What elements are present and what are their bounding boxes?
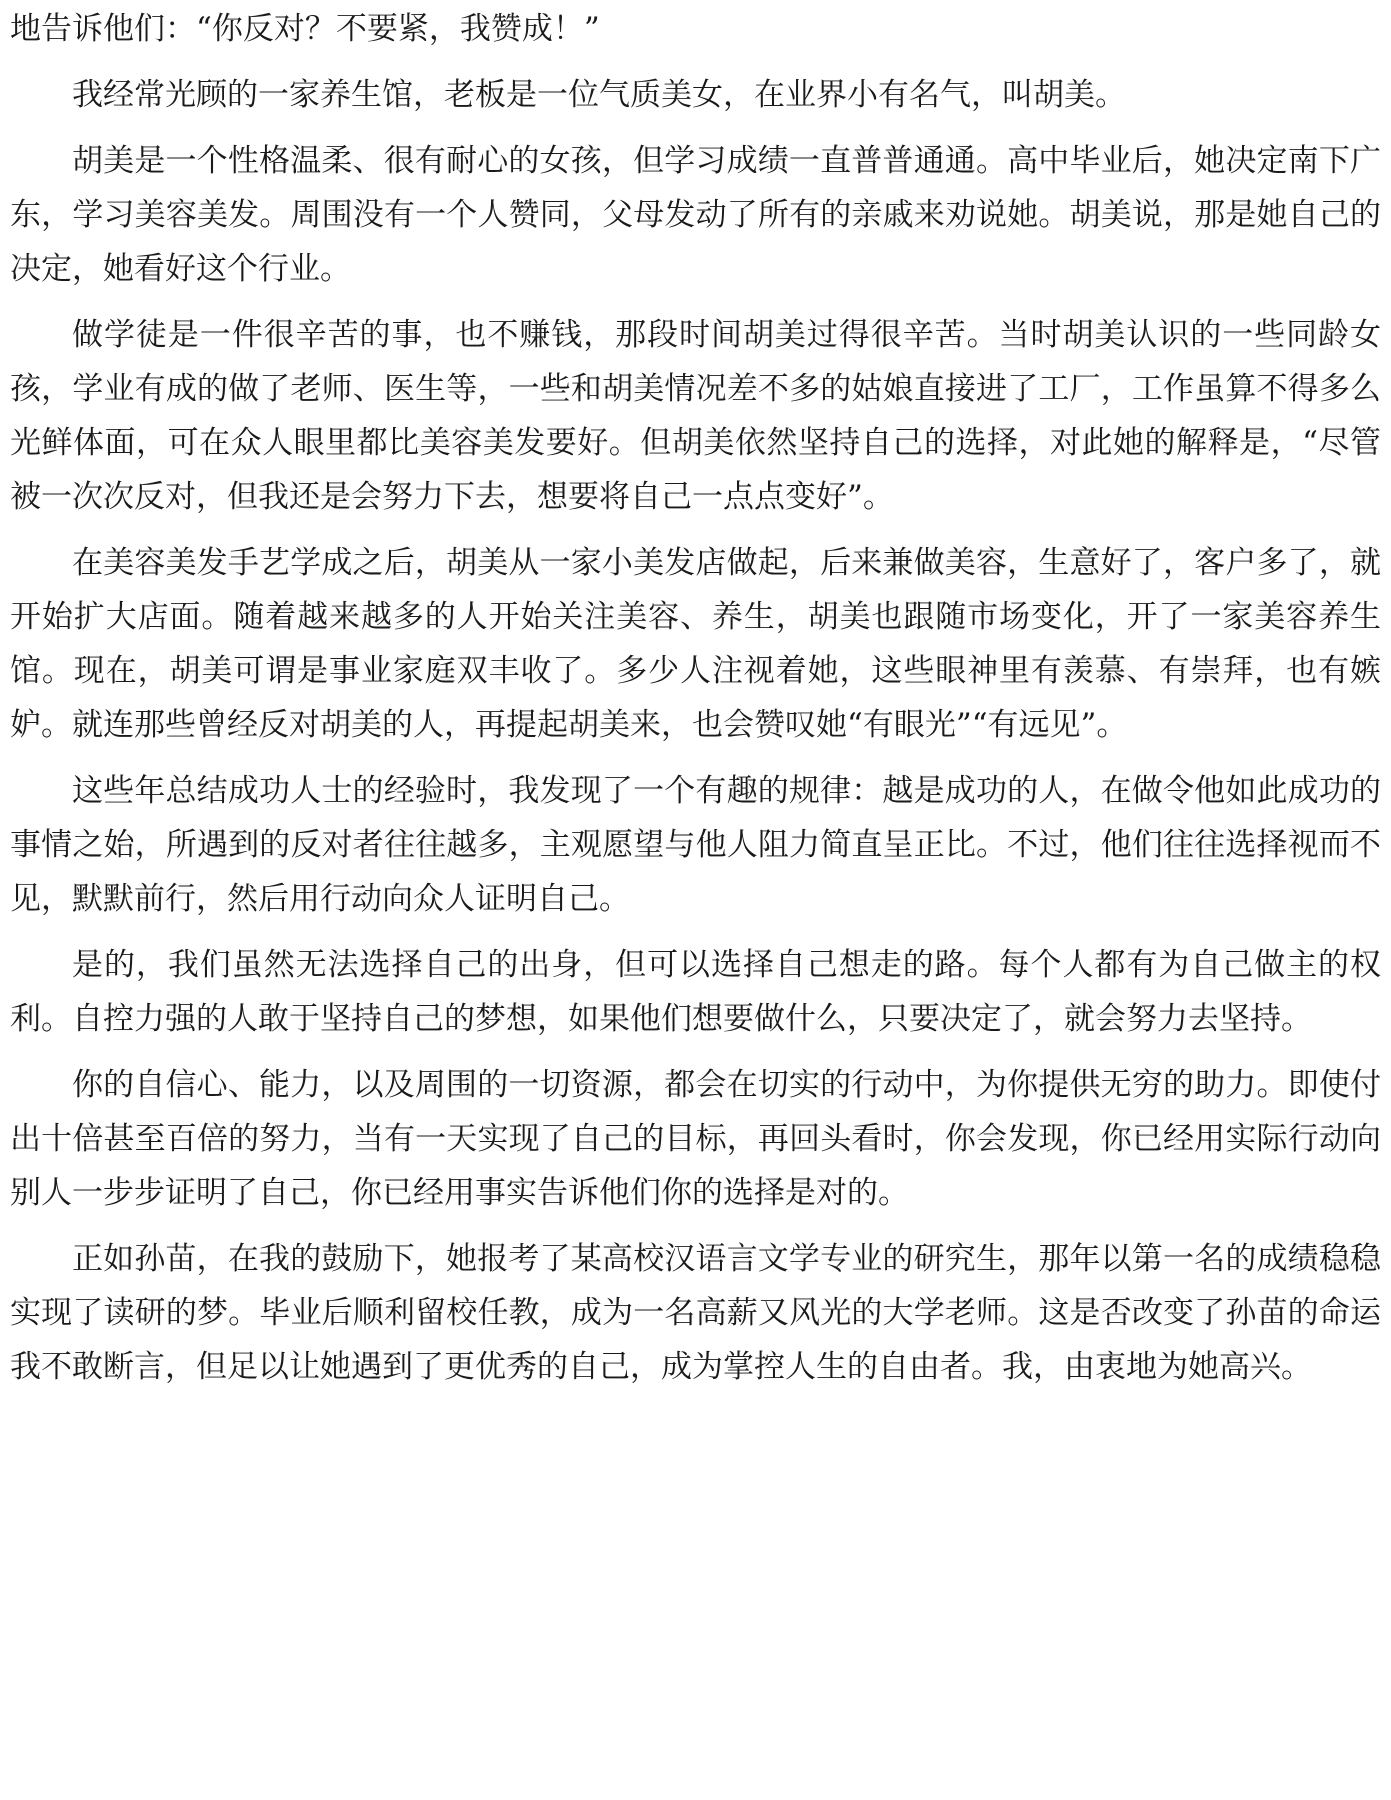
paragraph: 在美容美发手艺学成之后，胡美从一家小美发店做起，后来兼做美容，生意好了，客户多了，就开始扩大店面。随着越来越多的人开始关注美容、养生，胡美也跟随市场变化，开了一家美容养生馆。现在，胡美可谓是事业家庭双丰收了。多少人注视着她，这些眼神里有羡慕、有崇拜，也有嫉妒。就连那些曾经反对胡美的人，再提起胡美来，也会赞叹她“有眼光”“有远见”。 [10, 545, 1381, 743]
paragraph: 你的自信心、能力，以及周围的一切资源，都会在切实的行动中，为你提供无穷的助力。即使付出十倍甚至百倍的努力，当有一天实现了自己的目标，再回头看时，你会发现，你已经用实际行动向别人一步步证明了自己，你已经用事实告诉他们你的选择是对的。 [10, 1067, 1381, 1211]
paragraph: 这些年总结成功人士的经验时，我发现了一个有趣的规律：越是成功的人，在做令他如此成功的事情之始，所遇到的反对者往往越多，主观愿望与他人阻力简直呈正比。不过，他们往往选择视而不见，默默前行，然后用行动向众人证明自己。 [10, 773, 1381, 917]
paragraph: 正如孙苗，在我的鼓励下，她报考了某高校汉语言文学专业的研究生，那年以第一名的成绩稳稳实现了读研的梦。毕业后顺利留校任教，成为一名高薪又风光的大学老师。这是否改变了孙苗的命运我不敢断言，但足以让她遇到了更优秀的自己，成为掌控人生的自由者。我，由衷地为她高兴。 [10, 1241, 1381, 1385]
paragraph: 我经常光顾的一家养生馆，老板是一位气质美女，在业界小有名气，叫胡美。 [72, 77, 1126, 113]
paragraph: 是的，我们虽然无法选择自己的出身，但可以选择自己想走的路。每个人都有为自己做主的权利。自控力强的人敢于坚持自己的梦想，如果他们想要做什么，只要决定了，就会努力去坚持。 [10, 947, 1381, 1037]
paragraph: 做学徒是一件很辛苦的事，也不赚钱，那段时间胡美过得很辛苦。当时胡美认识的一些同龄女孩，学业有成的做了老师、医生等，一些和胡美情况差不多的姑娘直接进了工厂，工作虽算不得多么光鲜体面，可在众人眼里都比美容美发要好。但胡美依然坚持自己的选择，对此她的解释是，“尽管被一次次反对，但我还是会努力下去，想要将自己一点点变好”。 [10, 317, 1381, 515]
paragraph: 胡美是一个性格温柔、很有耐心的女孩，但学习成绩一直普普通通。高中毕业后，她决定南下广东，学习美容美发。周围没有一个人赞同，父母发动了所有的亲戚来劝说她。胡美说，那是她自己的决定，她看好这个行业。 [10, 143, 1381, 287]
document-page [10, 0, 1381, 1406]
paragraph-continuation: 地告诉他们：“你反对？不要紧，我赞成！” [10, 11, 600, 47]
